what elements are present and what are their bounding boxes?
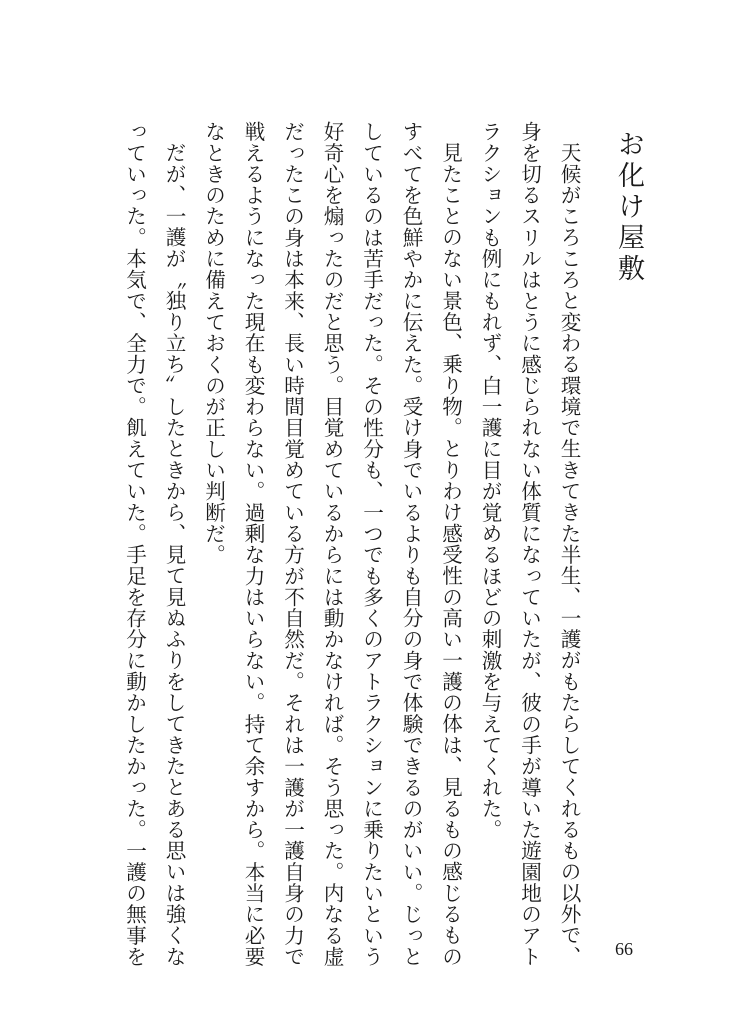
- paragraph: [470, 121, 589, 967]
- text-column: 好奇心を煽ったのだと思う。目覚めているからには動かなければ。そう思った。内なる虚: [320, 121, 344, 967]
- text-column: なときのために備えておくのが正しい判断だ。: [201, 121, 226, 566]
- text-column: だが、一護が〝独り立ち〟したときから、見て見ぬふりをしてきたとある思いは強くな: [162, 141, 186, 967]
- text-column: 見たことのない景色、乗り物。とりわけ感受性の高い一護の体は、見るもの感じるもの: [438, 141, 463, 967]
- text-column: だったこの身は本来、長い時間目覚めている方が不自然だ。それは一護が一護自身の力で: [280, 121, 305, 967]
- chapter-title: お化け屋敷: [613, 130, 644, 285]
- text-column: しているのは苦手だった。その性分も、一つでも多くのアトラクションに乗りたいという: [359, 121, 384, 967]
- text-column: 身を切るスリルはとうに感じられない体質になっていたが、彼の手が導いた遊園地のアト: [517, 121, 542, 967]
- text-column: 天候がころころと変わる環境で生きてきた半生、一護がもたらしてくれるもの以外で、: [557, 141, 581, 967]
- paragraph: [193, 121, 470, 967]
- text-column: 戦えるようになった現在も変わらない。過剰な力はいらない。持て余すから。本当に必要: [241, 121, 265, 967]
- text-column: すべてを色鮮やかに伝えた。受け身でいるよりも自分の身で体験できるのがいい。じっと: [399, 121, 423, 967]
- page-number: 66: [615, 939, 633, 959]
- body-text: [114, 121, 588, 967]
- text-column: っていった。本気で、全力で。飢えていた。手足を存分に動かしたかった。一護の無事を: [122, 121, 147, 967]
- text-column: ラクションも例にもれず、白一護に目が覚めるほどの刺激を与えてくれた。: [478, 121, 502, 841]
- paragraph: [114, 121, 193, 967]
